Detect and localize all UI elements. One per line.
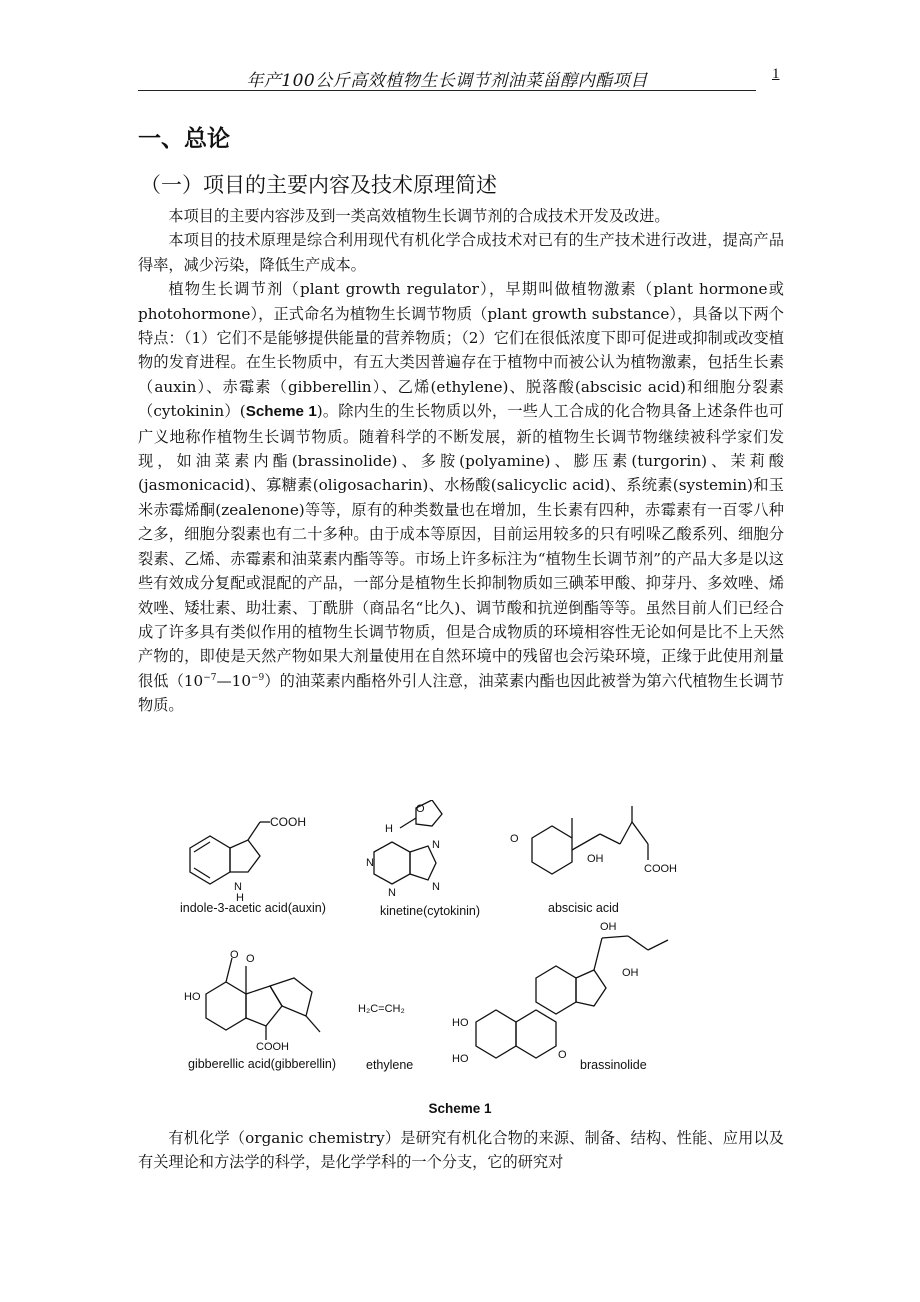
structure-kinetin bbox=[366, 800, 442, 899]
structure-auxin bbox=[190, 815, 306, 904]
section-heading: 一、总论 bbox=[138, 126, 230, 152]
structure-gibberellic-acid bbox=[184, 949, 320, 1053]
ga-ho-label: HO bbox=[184, 991, 201, 1003]
ga-o1-label: O bbox=[230, 949, 239, 961]
scheme-structures bbox=[170, 800, 730, 1100]
aba-o-label: O bbox=[510, 833, 519, 845]
auxin-cooh-label: COOH bbox=[270, 815, 306, 829]
body-text-continued bbox=[138, 1126, 784, 1175]
bl-o-label: O bbox=[558, 1049, 567, 1061]
structure-abscisic-acid bbox=[510, 806, 677, 875]
scheme-reference: Scheme 1 bbox=[245, 403, 317, 421]
bl-ho2-label: HO bbox=[452, 1053, 469, 1065]
body-text bbox=[138, 204, 784, 718]
paragraph-3-part-a: 植物生长调节剂（plant growth regulator），早期叫做植物激素（plant hormone或photohormone），正式命名为植物生长调节物质（plant growth substance），具备以下两个特点：（1）它们不是能够提供能量的营养物质；（2）它们在很低浓度下即可促进或抑制或改变植物的发育进程。在生长物质中，有五大类因普遍存在于植物中而被公认为植物激素，包括生长素（auxin）、赤霉素（gibberellin）、乙烯(ethylene)、脱落酸(abscisic acid)和细胞分裂素（cytokinin）( bbox=[138, 280, 784, 421]
paragraph-3-part-b: )。除内生的生长物质以外，一些人工合成的化合物具备上述条件也可广义地称作植物生长调节物质。随着科学的不断发展，新的植物生长调节物继续被科学家们发现，如油菜素内酯(brassinolide)、多胺(polyamine)、膨压素(turgorin)、茉莉酸(jasmonicacid)、寡糖素(oligosacharin)、水杨酸(salicyclic acid)、系统素(systemin)和玉米赤霉烯酮(zealenone)等等，原有的种类数量也在增加，生长素有四种，赤霉素有一百零八种之多，细胞分裂素也有二十多种。由于成本等原因，目前运用较多的只有吲哚乙酸系列、细胞分裂素、乙烯、赤霉素和油菜素内酯等等。市场上许多标注为“植物生长调节剂”的产品大多是以这些有效成分复配或混配的产品，一部分是植物生长抑制物质如三碘苯甲酸、抑芽丹、多效唑、烯效唑、矮壮素、助壮素、丁酰肼（商品名“比久)、调节酸和抗逆倒酯等等。虽然目前人们已经合成了许多具有类似作用的植物生长调节物质，但是合成物质的环境相容性无论如何是比不上天然产物的，即使是天然产物如果大剂量使用在自然环境中的残留也会污染环境，正缘于此使用剂量很低（10 bbox=[138, 402, 784, 690]
kinetin-o-label: O bbox=[416, 803, 425, 815]
compound-name-ethylene: ethylene bbox=[366, 1058, 414, 1072]
compound-name-kinetin: kinetine(cytokinin) bbox=[380, 904, 481, 918]
exponent-1: −7 bbox=[203, 672, 217, 683]
kinetin-n1-label: N bbox=[366, 857, 374, 869]
aba-cooh-label: COOH bbox=[644, 863, 677, 875]
structure-brassinolide bbox=[452, 921, 668, 1065]
paragraph-3 bbox=[138, 277, 784, 717]
kinetin-n3-label: N bbox=[388, 887, 396, 899]
bl-ho1-label: HO bbox=[452, 1017, 469, 1029]
scheme-caption: Scheme 1 bbox=[428, 1101, 492, 1116]
compound-name-auxin: indole-3-acetic acid(auxin) bbox=[180, 901, 326, 915]
paragraph-2: 本项目的技术原理是综合利用现代有机化学合成技术对已有的生产技术进行改进，提高产品得率，减少污染，降低生产成本。 bbox=[138, 231, 784, 274]
page-number: 1 bbox=[772, 66, 780, 82]
kinetin-nh-label: H bbox=[385, 823, 393, 835]
kinetin-n9-label: N bbox=[432, 881, 440, 893]
header-title: 年产100公斤高效植物生长调节剂油菜甾醇内酯项目 bbox=[246, 71, 648, 91]
range-dash: —10 bbox=[216, 671, 251, 690]
ethylene-formula: H₂C=CH₂ bbox=[358, 1003, 405, 1015]
aba-oh-label: OH bbox=[587, 853, 604, 865]
ga-cooh-label: COOH bbox=[256, 1041, 289, 1053]
compound-name-brassinolide: brassinolide bbox=[580, 1058, 647, 1072]
compound-name-gibberellic-acid: gibberellic acid(gibberellin) bbox=[188, 1057, 336, 1071]
compound-name-abscisic-acid: abscisic acid bbox=[548, 901, 619, 915]
paragraph-3-part-c: ）的油菜素内酯格外引人注意，油菜素内酯也因此被誉为第六代植物生长调节物质。 bbox=[138, 671, 785, 715]
scheme-figure bbox=[170, 800, 730, 1100]
paragraph-4: 有机化学（organic chemistry）是研究有机化合物的来源、制备、结构、性能、应用以及有关理论和方法学的科学，是化学学科的一个分支，它的研究对 bbox=[138, 1129, 784, 1172]
subsection-heading: （一）项目的主要内容及技术原理简述 bbox=[140, 173, 497, 197]
exponent-2: −9 bbox=[250, 672, 265, 683]
page-header bbox=[138, 64, 756, 91]
bl-oh1-label: OH bbox=[600, 921, 617, 933]
paragraph-1: 本项目的主要内容涉及到一类高效植物生长调节剂的合成技术开发及改进。 bbox=[168, 207, 670, 225]
kinetin-n7-label: N bbox=[432, 839, 440, 851]
auxin-n-label: N bbox=[234, 881, 242, 893]
ga-o2-label: O bbox=[246, 953, 255, 965]
bl-oh2-label: OH bbox=[622, 967, 639, 979]
auxin-h-label: H bbox=[236, 892, 244, 904]
